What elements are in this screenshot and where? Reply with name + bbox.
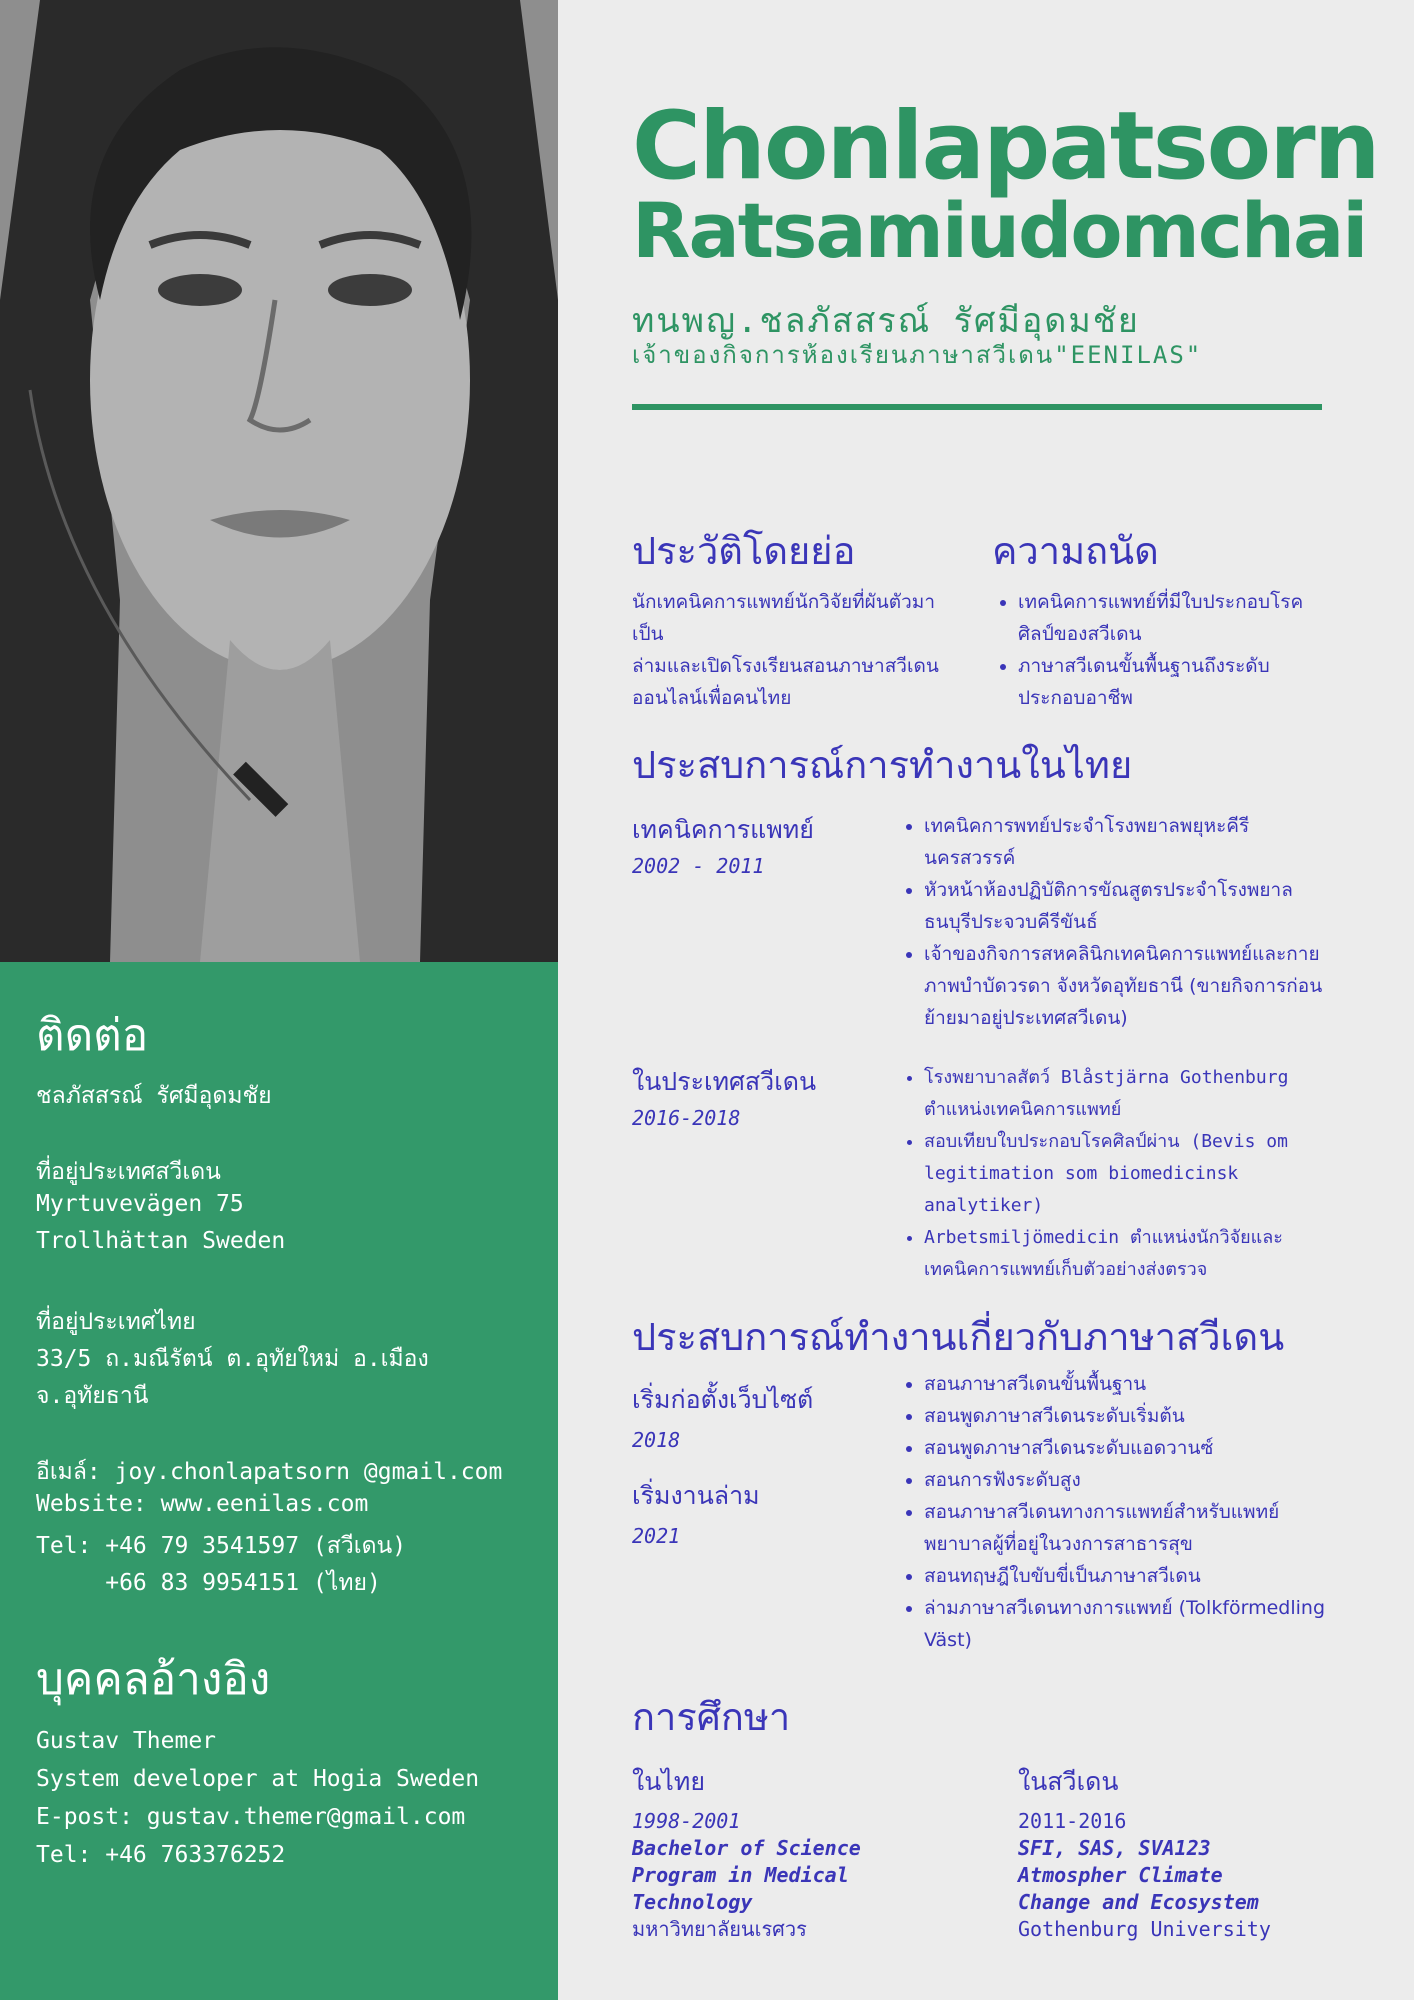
contact-tel-thailand: +66 83 9954151 (ไทย) — [36, 1570, 381, 1596]
job-title-medtech: เทคนิคการแพทย์ — [632, 815, 814, 844]
job-list-medtech — [898, 810, 1334, 1034]
education-degree: Change and Ecosystem — [1018, 1890, 1259, 1914]
education-years: 2011-2016 — [1018, 1809, 1127, 1833]
list-item: • สอบเทียบใบประกอบโรคศิลป์ผ่าน (Bevis om legitimation som biomedicinsk analytiker) — [924, 1126, 1334, 1222]
skills-heading: ความถนัด — [992, 529, 1159, 573]
job-dates-sweden: 2016-2018 — [632, 1106, 741, 1130]
list-item: • เทคนิคการพทย์ประจำโรงพยาลพยุหะคีรีนครสวรรค์ — [924, 810, 1334, 874]
thai-title: เจ้าของกิจการห้องเรียนภาษาสวีเดน"EENILAS" — [632, 341, 1203, 369]
contact-tel-sweden: Tel: +46 79 3541597 (สวีเดน) — [36, 1533, 407, 1559]
thai-address-line2: จ.อุทัยธานี — [36, 1383, 149, 1409]
header-divider — [632, 404, 1322, 410]
education-sweden-details — [1018, 1808, 1271, 1943]
education-thai-label: ในไทย — [632, 1767, 705, 1796]
list-item: • สอนพูดภาษาสวีเดนระดับแอดวานซ์ — [924, 1432, 1334, 1464]
portrait-photo — [0, 0, 558, 962]
education-degree: SFI, SAS, SVA123 — [1018, 1836, 1211, 1860]
sweden-address-line2: Trollhättan Sweden — [36, 1228, 286, 1254]
role-date-website: 2018 — [632, 1428, 681, 1452]
reference-name: Gustav Themer — [36, 1728, 217, 1754]
education-degree: Technology — [632, 1890, 753, 1914]
list-item: • สอนทฤษฎีใบขับขี่เป็นภาษาสวีเดน — [924, 1560, 1334, 1592]
role-title-interpreter: เริ่มงานล่าม — [632, 1481, 760, 1510]
thai-address-line1: 33/5 ถ.มณีรัตน์ ต.อุทัยใหม่ อ.เมือง — [36, 1346, 429, 1372]
education-thai-details — [632, 1808, 861, 1943]
role-title-website: เริ่มก่อตั้งเว็บไซต์ — [632, 1385, 814, 1414]
education-years: 1998-2001 — [632, 1809, 741, 1833]
last-name: Ratsamiudomchai — [632, 186, 1367, 275]
job-title-sweden: ในประเทศสวีเดน — [632, 1067, 817, 1096]
education-degree: Bachelor of Science — [632, 1836, 861, 1860]
education-degree: Atmospher Climate — [1018, 1863, 1223, 1887]
reference-role: System developer at Hogia Sweden — [36, 1766, 480, 1792]
swedish-experience-heading: ประสบการณ์ทำงานเกี่ยวกับภาษาสวีเดน — [632, 1315, 1285, 1359]
contact-heading: ติดต่อ — [36, 1010, 149, 1061]
contact-email[interactable]: อีเมล์: joy.chonlapatsorn @gmail.com — [36, 1459, 503, 1485]
summary-line: นักเทคนิคการแพทย์นักวิจัยที่ผันตัวมาเป็น — [632, 591, 935, 645]
education-school: มหาวิทยาลัยนเรศวร — [632, 1917, 807, 1941]
list-item: • โรงพยาบาลสัตว์ Blåstjärna Gothenburg ตำแหน่งเทคนิคการแพทย์ — [924, 1062, 1334, 1126]
sweden-address-line1: Myrtuvevägen 75 — [36, 1191, 244, 1217]
thai-address-label: ที่อยู่ประเทศไทย — [36, 1309, 196, 1335]
right-column — [558, 0, 1414, 2000]
reference-email[interactable]: E-post: gustav.themer@gmail.com — [36, 1804, 466, 1830]
contact-website[interactable]: Website: www.eenilas.com — [36, 1491, 369, 1517]
list-item: • ภาษาสวีเดนขั้นพื้นฐานถึงระดับประกอบอาชีพ — [1018, 650, 1328, 714]
reference-heading: บุคคลอ้างอิง — [36, 1654, 271, 1705]
thai-experience-heading: ประสบการณ์การทำงานในไทย — [632, 743, 1133, 787]
list-item: • สอนภาษาสวีเดนทางการแพทย์สำหรับแพทย์พยาบาลผู้ที่อยู่ในวงการสาธารสุข — [924, 1496, 1334, 1560]
education-degree: Program in Medical — [632, 1863, 849, 1887]
list-item: • สอนภาษาสวีเดนขั้นพื้นฐาน — [924, 1368, 1334, 1400]
summary-heading: ประวัติโดยย่อ — [632, 529, 856, 573]
job-list-sweden — [898, 1062, 1334, 1286]
list-item: • เทคนิคการแพทย์ที่มีใบประกอบโรคศิลป์ของสวีเดน — [1018, 586, 1328, 650]
list-item: • สอนการฟังระดับสูง — [924, 1464, 1334, 1496]
contact-name: ชลภัสสรณ์ รัศมีอุดมชัย — [36, 1083, 272, 1109]
summary-text — [632, 586, 962, 714]
thai-name: ทนพญ.ชลภัสสรณ์ รัศมีอุดมชัย — [632, 301, 1140, 341]
education-sweden-label: ในสวีเดน — [1018, 1767, 1119, 1796]
list-item: • สอนพูดภาษาสวีเดนระดับเริ่มต้น — [924, 1400, 1334, 1432]
contact-panel — [0, 962, 558, 2000]
education-heading: การศึกษา — [632, 1695, 791, 1739]
summary-line: ล่ามและเปิดโรงเรียนสอนภาษาสวีเดน — [632, 655, 939, 677]
skills-list — [992, 586, 1328, 714]
list-item: • Arbetsmiljömedicin ตำแหน่งนักวิจัยและเทคนิคการแพทย์เก็บตัวอย่างส่งตรวจ — [924, 1222, 1334, 1286]
list-item: • หัวหน้าห้องปฏิบัติการขัณสูตรประจำโรงพยาลธนบุรีประจวบคีรีขันธ์ — [924, 874, 1334, 938]
summary-line: ออนไลน์เพื่อคนไทย — [632, 687, 792, 709]
job-dates-medtech: 2002 - 2011 — [632, 854, 765, 878]
role-date-interpreter: 2021 — [632, 1524, 681, 1548]
swedish-experience-list — [898, 1368, 1334, 1656]
left-column — [0, 0, 558, 2000]
list-item: • ล่ามภาษาสวีเดนทางการแพทย์ (Tolkförmedling Väst) — [924, 1592, 1334, 1656]
first-name: Chonlapatsorn — [632, 92, 1379, 201]
reference-tel: Tel: +46 763376252 — [36, 1842, 286, 1868]
sweden-address-label: ที่อยู่ประเทศสวีเดน — [36, 1159, 221, 1185]
list-item: • เจ้าของกิจการสหคลินิกเทคนิคการแพทย์และกายภาพบำบัดวรดา จังหวัดอุทัยธานี (ขายกิจการก่อนย้ายมาอยู่ประเทศสวีเดน) — [924, 938, 1334, 1034]
portrait-icon — [0, 0, 558, 962]
education-school: Gothenburg University — [1018, 1917, 1271, 1941]
